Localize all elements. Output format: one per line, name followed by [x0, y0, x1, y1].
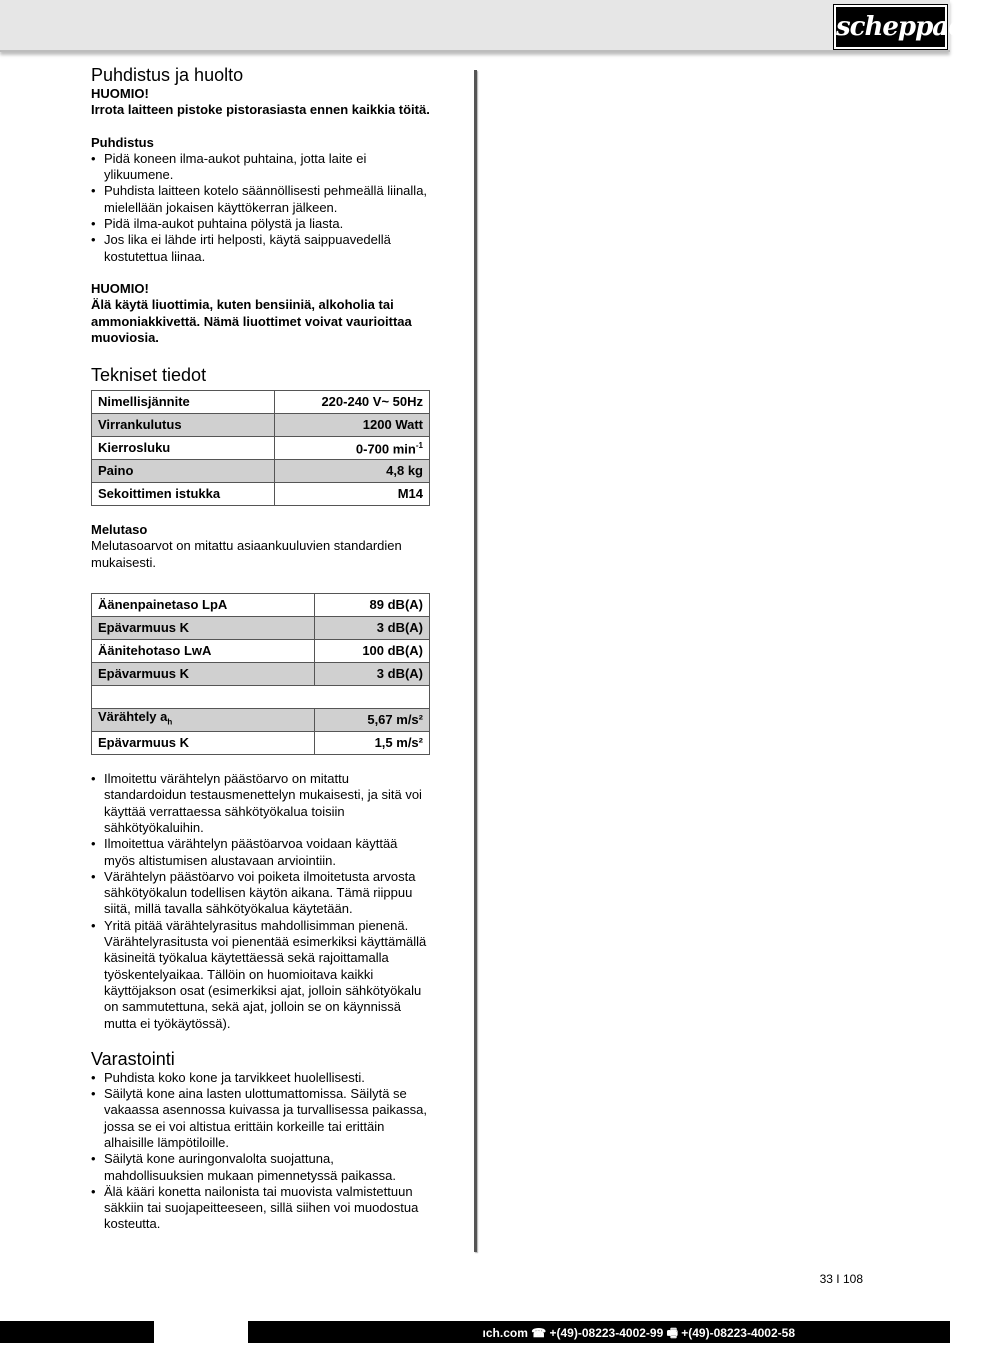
warning2-text: Älä käytä liuottimia, kuten bensiiniä, alkoholia tai ammoniakkivettä. Nämä liuottimet voivat vaurioittaa muoviosia.	[91, 297, 412, 345]
cell-value: 220-240 V~ 50Hz	[274, 391, 429, 414]
noise-title: Melutaso	[91, 522, 148, 538]
cell-label: Virrankulutus	[92, 414, 275, 437]
table-row	[92, 617, 430, 640]
cell-value: 3 dB(A)	[314, 617, 429, 640]
table-row	[92, 460, 430, 483]
noise-text: Melutasoarvot on mitattu asiaankuuluvien standardien mukaisesti.	[91, 538, 402, 570]
cell-label: Epävarmuus K	[92, 732, 315, 755]
vibration-list	[91, 771, 431, 1032]
warning2-label: HUOMIO!	[91, 280, 149, 296]
header-bar	[0, 0, 981, 52]
table-row	[92, 437, 430, 460]
storage-list	[91, 1070, 431, 1233]
cell-label: Sekoittimen istukka	[92, 483, 275, 506]
cleaning-title: Puhdistus ja huolto	[91, 65, 244, 85]
list-item: • Säilytä kone auringonvalolta suojattuna, mahdollisuuksien mukaan pimennetyssä paikassa.	[91, 1151, 431, 1184]
list-item: • Säilytä kone aina lasten ulottumattomissa. Säilytä se vakaassa asennossa kuivassa ja turvallisessa paikassa, jossa se ei voi altistua erittäin korkeille tai erittäin alhaisille lämpötiloille.	[91, 1086, 431, 1151]
cell-value: 1,5 m/s²	[314, 732, 429, 755]
cell-value: 3 dB(A)	[314, 663, 429, 686]
cell-value: 100 dB(A)	[314, 640, 429, 663]
table-row	[92, 732, 430, 755]
list-item: • Jos lika ei lähde irti helposti, käytä saippuavedellä kostutettua liinaa.	[91, 232, 431, 265]
list-item: • Pidä koneen ilma-aukot puhtaina, jotta laite ei ylikuumene.	[91, 151, 431, 184]
cell-label: Äänitehotaso LwA	[92, 640, 315, 663]
cell-label: Äänenpainetaso LpA	[92, 594, 315, 617]
warning-label: HUOMIO!	[91, 86, 149, 101]
footer-gap	[154, 1321, 248, 1343]
cell-label: Epävarmuus K	[92, 663, 315, 686]
list-item: • Värähtelyn päästöarvo voi poiketa ilmoitetusta arvosta sähkötyökalun todellisen käytön aikana. Tämä riippuu siitä, millä tavalla sähkötyökalua käytetään.	[91, 869, 431, 918]
storage-title: Varastointi	[91, 1048, 175, 1069]
cell-label: Kierrosluku	[92, 437, 275, 460]
cell-label: Nimellisjännite	[92, 391, 275, 414]
list-item: • Yritä pitää värähtelyrasitus mahdollisimman pienenä. Värähtelyrasitusta voi pienentää esimerkiksi käyttämällä käsineitä työkalua käytettäessä sekä rajoittamalla työskentelyaikaa. Tällöin on huomioitava kaikki käyttöjakson osat (esimerkiksi ajat, jolloin sähkötyökalu on sammutettuna, sekä ajat, jolloin se on käynnissä mutta ei työkäytössä).	[91, 918, 431, 1032]
noise-table	[91, 593, 430, 755]
table-row	[92, 709, 430, 732]
column-divider	[474, 70, 477, 1252]
page-number: 33 I 108	[819, 1272, 863, 1286]
cleaning-subtitle: Puhdistus	[91, 134, 154, 150]
scheppach-logo: scheppach	[834, 5, 947, 49]
warning-text: Irrota laitteen pistoke pistorasiasta ennen kaikkia töitä.	[91, 102, 430, 118]
table-row	[92, 483, 430, 506]
cell-value: 1200 Watt	[274, 414, 429, 437]
footer-contact: ıch.com ☎ +(49)-08223-4002-99 🖷 +(49)-08223-4002-58	[482, 1326, 795, 1340]
cell-label: Paino	[92, 460, 275, 483]
cell-label: Värähtely $a_h$	[92, 709, 315, 732]
list-item: • Älä kääri konetta nailonista tai muovista valmistettuun säkkiin tai suojapeitteeseen, sillä siihen voi muodostua kosteutta.	[91, 1184, 431, 1233]
footer-bar	[0, 1321, 950, 1343]
cell-value: 5,67 m/s²	[314, 709, 429, 732]
list-item: • Ilmoitettu värähtelyn päästöarvo on mitattu standardoidun testausmenettelyn mukaisesti, ja sitä voi käyttää verrattaessa sähkötyökalua toisiin sähkötyökaluihin.	[91, 771, 431, 836]
empty-cell	[92, 686, 430, 709]
cell-value: M14	[274, 483, 429, 506]
cleaning-list	[91, 151, 431, 265]
cell-value: 0-700 $\min^{-1}$	[274, 437, 429, 460]
list-item: • Ilmoitettua värähtelyn päästöarvoa voidaan käyttää myös altistumisen alustavaan arviointiin.	[91, 836, 431, 869]
tech-table	[91, 390, 430, 506]
table-row	[92, 391, 430, 414]
table-row	[92, 640, 430, 663]
tech-title: Tekniset tiedot	[91, 365, 207, 386]
table-row	[92, 414, 430, 437]
list-item: • Puhdista laitteen kotelo säännöllisesti pehmeällä liinalla, mielellään jokaisen käyttökerran jälkeen.	[91, 183, 431, 216]
table-row-empty	[92, 686, 430, 709]
cell-value: 89 dB(A)	[314, 594, 429, 617]
cell-value: 4,8 kg	[274, 460, 429, 483]
table-row	[92, 594, 430, 617]
table-row	[92, 663, 430, 686]
main-column	[91, 64, 431, 1233]
list-item: • Pidä ilma-aukot puhtaina pölystä ja liasta.	[91, 216, 431, 232]
cell-label: Epävarmuus K	[92, 617, 315, 640]
list-item: • Puhdista koko kone ja tarvikkeet huolellisesti.	[91, 1070, 431, 1086]
